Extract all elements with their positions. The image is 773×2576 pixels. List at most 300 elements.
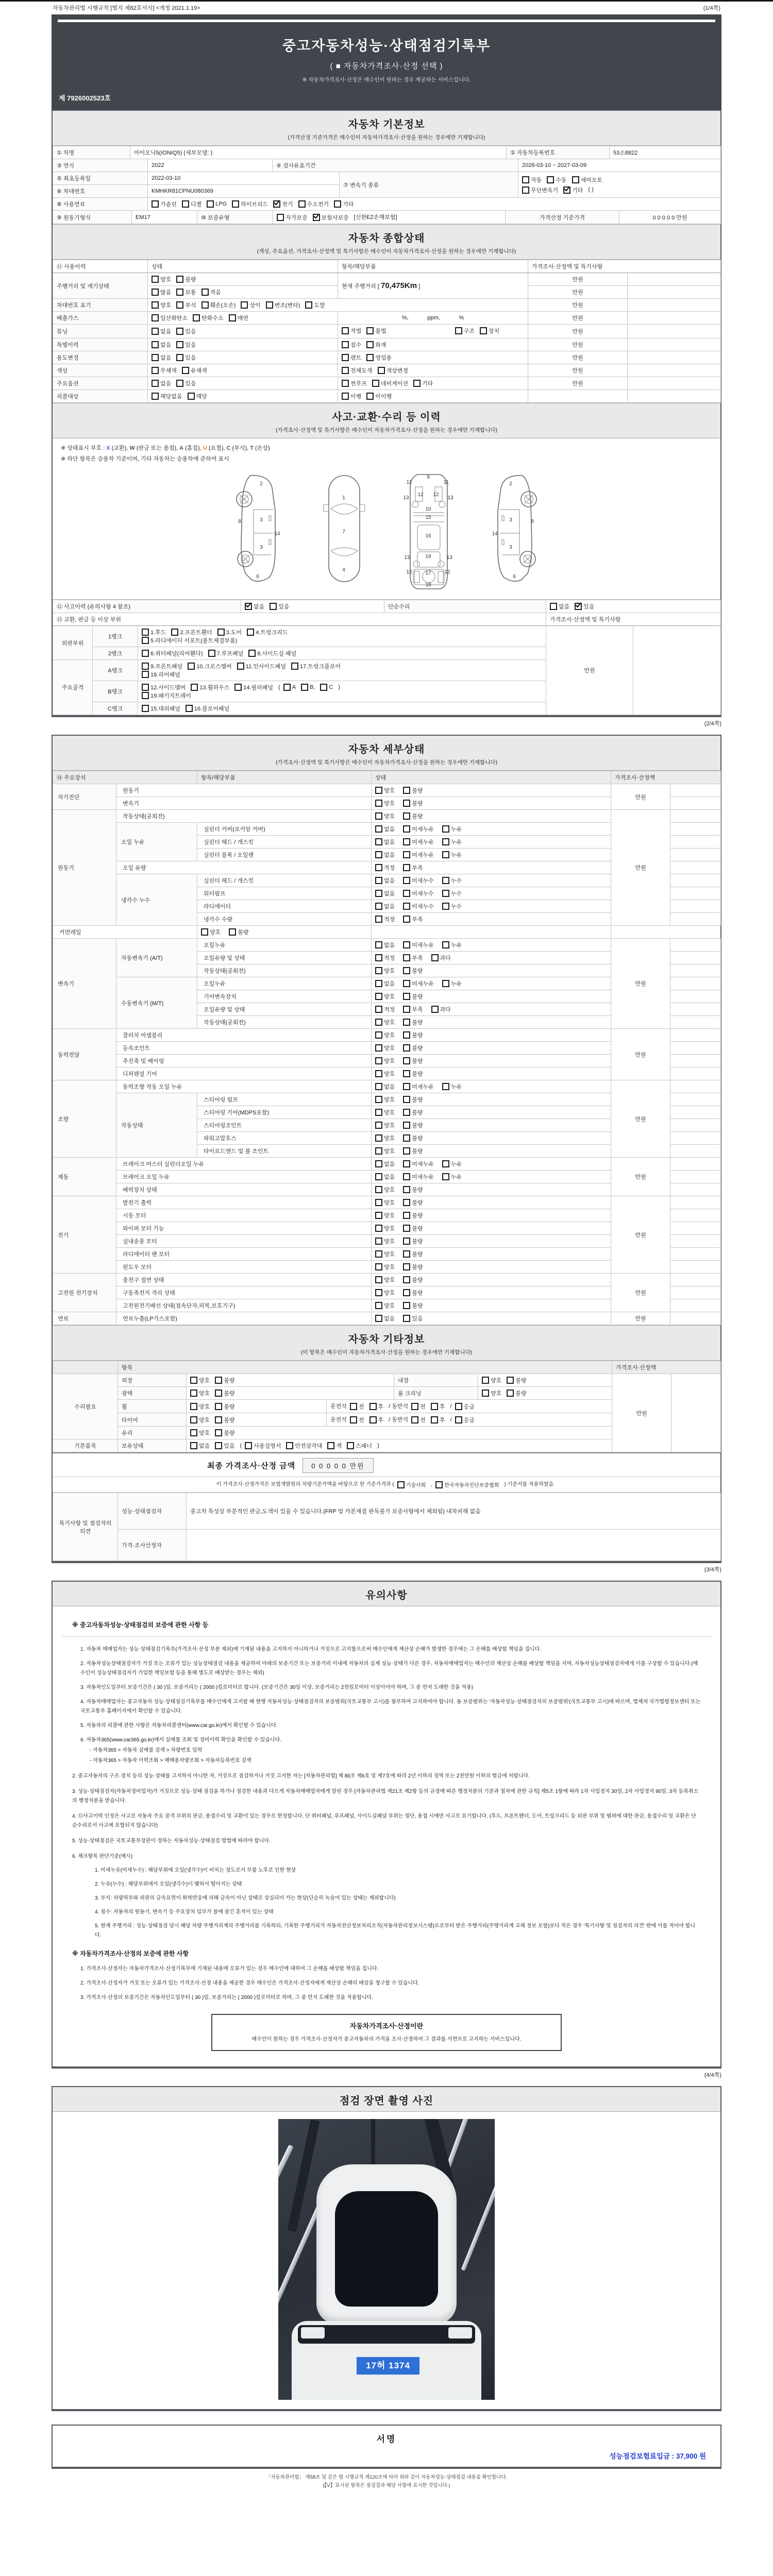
checkbox-option[interactable] [142, 670, 180, 679]
checkbox-option[interactable] [403, 1044, 423, 1052]
checkbox-option[interactable] [403, 1276, 423, 1284]
checkbox-icon[interactable] [342, 327, 349, 334]
checkbox-option[interactable] [375, 1250, 395, 1258]
checkbox-icon[interactable] [176, 328, 183, 335]
checkbox-icon[interactable] [152, 367, 159, 374]
checkbox-option[interactable] [403, 902, 434, 910]
checkbox-option[interactable] [431, 1416, 445, 1424]
checkbox-option[interactable] [366, 341, 386, 349]
checkbox-icon[interactable] [342, 354, 349, 361]
checkbox-icon[interactable] [378, 367, 385, 374]
checkbox-icon[interactable] [207, 200, 214, 208]
checkbox-option[interactable] [455, 1416, 475, 1424]
checkbox-option[interactable] [207, 200, 227, 208]
checkbox-option[interactable] [413, 379, 433, 387]
checkbox-icon[interactable] [431, 1403, 438, 1410]
checkbox-icon[interactable] [375, 1006, 382, 1013]
checkbox-icon[interactable] [375, 825, 382, 833]
checkbox-option[interactable] [375, 915, 395, 923]
checkbox-icon[interactable] [375, 812, 382, 820]
checkbox-option[interactable] [403, 1250, 423, 1258]
checkbox-option[interactable] [190, 1402, 210, 1411]
checkbox-icon[interactable] [403, 838, 410, 845]
checkbox-option[interactable] [375, 1018, 395, 1026]
checkbox-option[interactable] [403, 825, 434, 833]
checkbox-icon[interactable] [375, 1134, 382, 1142]
checkbox-icon[interactable] [403, 1160, 410, 1167]
checkbox-option[interactable] [375, 851, 395, 859]
checkbox-icon[interactable] [188, 663, 195, 670]
checkbox-option[interactable] [176, 327, 196, 335]
checkbox-icon[interactable] [342, 380, 349, 387]
checkbox-option[interactable] [237, 662, 286, 670]
checkbox-icon[interactable] [550, 603, 557, 610]
checkbox-icon[interactable] [403, 1109, 410, 1116]
checkbox-icon[interactable] [152, 289, 159, 296]
checkbox-icon[interactable] [403, 1057, 410, 1064]
checkbox-icon[interactable] [176, 289, 183, 296]
checkbox-icon[interactable] [215, 1429, 222, 1436]
checkbox-icon[interactable] [201, 289, 209, 296]
checkbox-icon[interactable] [455, 1416, 462, 1423]
checkbox-icon[interactable] [442, 825, 449, 833]
checkbox-option[interactable] [403, 1121, 423, 1129]
checkbox-option[interactable] [152, 392, 182, 400]
checkbox-option[interactable] [176, 341, 196, 349]
checkbox-option[interactable] [375, 1224, 395, 1232]
checkbox-option[interactable] [375, 1005, 395, 1013]
checkbox-option[interactable] [286, 1442, 322, 1450]
checkbox-icon[interactable] [435, 1481, 443, 1488]
checkbox-icon[interactable] [403, 1276, 410, 1283]
checkbox-icon[interactable] [442, 1083, 449, 1090]
checkbox-icon[interactable] [375, 1057, 382, 1064]
checkbox-option[interactable] [182, 200, 201, 208]
checkbox-option[interactable] [403, 786, 423, 794]
checkbox-icon[interactable] [411, 1416, 418, 1423]
checkbox-icon[interactable] [270, 603, 277, 610]
checkbox-option[interactable] [403, 1289, 423, 1297]
checkbox-icon[interactable] [375, 1160, 382, 1167]
checkbox-icon[interactable] [442, 838, 449, 845]
checkbox-option[interactable] [547, 176, 566, 184]
checkbox-option[interactable] [229, 314, 248, 322]
checkbox-option[interactable] [550, 602, 569, 611]
checkbox-option[interactable] [152, 366, 177, 375]
checkbox-icon[interactable] [215, 1416, 222, 1423]
checkbox-icon[interactable] [375, 993, 382, 1000]
checkbox-icon[interactable] [372, 380, 379, 387]
checkbox-option[interactable] [403, 979, 434, 988]
checkbox-option[interactable] [375, 1057, 395, 1065]
checkbox-icon[interactable] [366, 393, 374, 400]
checkbox-icon[interactable] [547, 176, 554, 183]
checkbox-icon[interactable] [366, 354, 374, 361]
checkbox-option[interactable] [375, 979, 395, 988]
checkbox-icon[interactable] [403, 877, 410, 884]
checkbox-option[interactable] [375, 786, 395, 794]
checkbox-icon[interactable] [375, 967, 382, 974]
checkbox-option[interactable] [375, 1211, 395, 1219]
checkbox-icon[interactable] [191, 684, 198, 691]
checkbox-option[interactable] [142, 683, 186, 691]
checkbox-option[interactable] [403, 1147, 423, 1155]
checkbox-option[interactable] [152, 275, 171, 283]
checkbox-icon[interactable] [215, 1403, 222, 1410]
checkbox-icon[interactable] [366, 327, 374, 334]
checkbox-option[interactable] [342, 327, 361, 335]
checkbox-icon[interactable] [403, 1044, 410, 1052]
checkbox-icon[interactable] [342, 367, 349, 374]
checkbox-option[interactable] [176, 353, 196, 362]
checkbox-icon[interactable] [208, 650, 215, 657]
checkbox-icon[interactable] [142, 705, 149, 712]
checkbox-icon[interactable] [507, 1389, 514, 1397]
checkbox-option[interactable] [369, 1402, 384, 1411]
checkbox-option[interactable] [152, 288, 171, 296]
checkbox-option[interactable] [375, 1082, 395, 1091]
checkbox-icon[interactable] [188, 393, 195, 400]
checkbox-option[interactable] [375, 1237, 395, 1245]
checkbox-icon[interactable] [298, 200, 306, 208]
checkbox-option[interactable] [522, 186, 558, 194]
checkbox-option[interactable] [403, 1301, 423, 1310]
checkbox-option[interactable] [266, 301, 300, 309]
checkbox-option[interactable] [277, 213, 308, 222]
checkbox-icon[interactable] [375, 787, 382, 794]
checkbox-option[interactable] [176, 288, 196, 296]
checkbox-icon[interactable] [403, 941, 410, 948]
checkbox-option[interactable] [217, 628, 242, 636]
checkbox-icon[interactable] [403, 890, 410, 897]
checkbox-option[interactable] [283, 684, 296, 691]
checkbox-icon[interactable] [291, 663, 298, 670]
checkbox-option[interactable] [403, 1070, 423, 1078]
checkbox-icon[interactable] [375, 1276, 382, 1283]
checkbox-option[interactable] [320, 684, 333, 691]
checkbox-option[interactable] [176, 379, 196, 387]
checkbox-icon[interactable] [142, 637, 149, 644]
checkbox-option[interactable] [403, 992, 423, 1001]
checkbox-icon[interactable] [375, 1263, 382, 1270]
checkbox-option[interactable] [403, 1134, 423, 1142]
checkbox-option[interactable] [403, 1031, 423, 1039]
checkbox-option[interactable] [142, 704, 180, 713]
checkbox-icon[interactable] [403, 1122, 410, 1129]
checkbox-option[interactable] [455, 327, 475, 335]
checkbox-icon[interactable] [403, 916, 410, 923]
checkbox-icon[interactable] [403, 967, 410, 974]
checkbox-icon[interactable] [375, 1212, 382, 1219]
checkbox-option[interactable] [215, 1429, 234, 1437]
checkbox-option[interactable] [442, 825, 462, 833]
checkbox-option[interactable] [375, 1044, 395, 1052]
checkbox-icon[interactable] [327, 1442, 334, 1449]
checkbox-option[interactable] [403, 1160, 434, 1168]
checkbox-icon[interactable] [152, 341, 159, 348]
checkbox-icon[interactable] [411, 1403, 418, 1410]
checkbox-option[interactable] [313, 213, 349, 222]
checkbox-option[interactable] [291, 662, 341, 670]
checkbox-icon[interactable] [176, 380, 183, 387]
checkbox-icon[interactable] [375, 1315, 382, 1322]
checkbox-option[interactable] [190, 1442, 210, 1450]
checkbox-icon[interactable] [442, 941, 449, 948]
checkbox-option[interactable] [375, 1198, 395, 1207]
checkbox-option[interactable] [403, 1314, 423, 1323]
checkbox-option[interactable] [188, 392, 207, 400]
checkbox-icon[interactable] [334, 200, 341, 208]
checkbox-icon[interactable] [403, 1173, 410, 1180]
checkbox-option[interactable] [403, 967, 423, 975]
checkbox-option[interactable] [442, 979, 462, 988]
checkbox-option[interactable] [201, 928, 221, 936]
checkbox-icon[interactable] [342, 341, 349, 348]
checkbox-option[interactable] [411, 1416, 426, 1424]
checkbox-option[interactable] [403, 799, 423, 807]
checkbox-option[interactable] [375, 1070, 395, 1078]
checkbox-option[interactable] [241, 301, 260, 309]
checkbox-icon[interactable] [413, 380, 421, 387]
checkbox-icon[interactable] [375, 980, 382, 987]
checkbox-icon[interactable] [375, 1199, 382, 1206]
checkbox-icon[interactable] [215, 1377, 222, 1384]
checkbox-option[interactable] [366, 392, 392, 400]
checkbox-icon[interactable] [176, 276, 183, 283]
checkbox-option[interactable] [403, 954, 423, 962]
checkbox-option[interactable] [273, 200, 293, 208]
checkbox-icon[interactable] [152, 354, 159, 361]
checkbox-option[interactable] [575, 602, 594, 611]
checkbox-icon[interactable] [375, 941, 382, 948]
checkbox-icon[interactable] [176, 301, 183, 309]
checkbox-icon[interactable] [482, 1389, 489, 1397]
checkbox-option[interactable] [215, 1376, 234, 1384]
checkbox-option[interactable] [375, 1108, 395, 1116]
checkbox-option[interactable] [375, 1185, 395, 1194]
checkbox-option[interactable] [375, 1095, 395, 1104]
checkbox-option[interactable] [375, 1147, 395, 1155]
checkbox-option[interactable] [375, 799, 395, 807]
checkbox-option[interactable] [190, 1429, 210, 1437]
checkbox-option[interactable] [375, 1301, 395, 1310]
checkbox-icon[interactable] [442, 1160, 449, 1167]
checkbox-option[interactable] [375, 1134, 395, 1142]
checkbox-option[interactable] [301, 684, 315, 691]
checkbox-option[interactable] [375, 902, 395, 910]
checkbox-option[interactable] [397, 1481, 426, 1488]
checkbox-icon[interactable] [190, 1442, 197, 1449]
checkbox-option[interactable] [375, 967, 395, 975]
checkbox-icon[interactable] [455, 1403, 462, 1410]
checkbox-icon[interactable] [375, 1238, 382, 1245]
checkbox-icon[interactable] [229, 314, 236, 321]
checkbox-icon[interactable] [375, 1096, 382, 1103]
checkbox-icon[interactable] [142, 650, 149, 657]
checkbox-icon[interactable] [375, 1186, 382, 1193]
checkbox-option[interactable] [375, 863, 395, 872]
checkbox-icon[interactable] [215, 1442, 222, 1449]
checked-checkbox-icon[interactable] [245, 603, 252, 610]
checkbox-option[interactable] [403, 889, 434, 897]
checkbox-option[interactable] [442, 902, 462, 910]
checkbox-icon[interactable] [403, 800, 410, 807]
checkbox-icon[interactable] [190, 1403, 197, 1410]
checkbox-icon[interactable] [190, 1416, 197, 1423]
checkbox-option[interactable] [234, 683, 273, 691]
checkbox-icon[interactable] [277, 214, 284, 221]
checkbox-option[interactable] [152, 353, 171, 362]
checkbox-option[interactable] [411, 1402, 426, 1411]
checkbox-icon[interactable] [403, 903, 410, 910]
checkbox-icon[interactable] [403, 980, 410, 987]
checkbox-option[interactable] [176, 275, 196, 283]
checkbox-option[interactable] [442, 1160, 462, 1168]
checkbox-option[interactable] [245, 602, 264, 611]
checkbox-icon[interactable] [201, 301, 209, 309]
checkbox-icon[interactable] [342, 393, 349, 400]
checkbox-option[interactable] [191, 683, 229, 691]
checkbox-icon[interactable] [403, 1147, 410, 1155]
checkbox-option[interactable] [442, 941, 462, 949]
checkbox-icon[interactable] [182, 367, 189, 374]
checkbox-icon[interactable] [375, 1019, 382, 1026]
checkbox-option[interactable] [403, 1057, 423, 1065]
checkbox-option[interactable] [442, 876, 462, 885]
checkbox-option[interactable] [350, 1402, 364, 1411]
checkbox-option[interactable] [403, 1198, 423, 1207]
checkbox-option[interactable] [375, 1314, 395, 1323]
checkbox-icon[interactable] [142, 692, 149, 699]
checkbox-option[interactable] [403, 1173, 434, 1181]
checkbox-option[interactable] [442, 1173, 462, 1181]
checkbox-icon[interactable] [403, 812, 410, 820]
checkbox-option[interactable] [152, 327, 171, 335]
checkbox-option[interactable] [350, 1416, 364, 1424]
checkbox-icon[interactable] [403, 1031, 410, 1039]
checkbox-icon[interactable] [248, 650, 256, 657]
checkbox-option[interactable] [372, 379, 408, 387]
checkbox-icon[interactable] [190, 1377, 197, 1384]
checkbox-icon[interactable] [234, 684, 242, 691]
checkbox-icon[interactable] [215, 1389, 222, 1397]
checkbox-icon[interactable] [375, 838, 382, 845]
checkbox-option[interactable] [375, 876, 395, 885]
checkbox-icon[interactable] [176, 341, 183, 348]
checkbox-option[interactable] [375, 954, 395, 962]
checkbox-icon[interactable] [237, 663, 244, 670]
checkbox-option[interactable] [142, 662, 182, 670]
checkbox-icon[interactable] [403, 1250, 410, 1258]
checkbox-icon[interactable] [375, 851, 382, 858]
checkbox-icon[interactable] [375, 916, 382, 923]
checkbox-icon[interactable] [375, 1122, 382, 1129]
checked-checkbox-icon[interactable] [313, 214, 320, 221]
checkbox-option[interactable] [403, 1224, 423, 1232]
checkbox-option[interactable] [334, 200, 354, 208]
checkbox-option[interactable] [215, 1402, 234, 1411]
checkbox-option[interactable] [442, 889, 462, 897]
checkbox-icon[interactable] [403, 787, 410, 794]
checkbox-option[interactable] [190, 1389, 210, 1397]
checkbox-option[interactable] [201, 288, 221, 296]
checked-checkbox-icon[interactable] [273, 200, 280, 208]
checkbox-option[interactable] [442, 1082, 462, 1091]
checkbox-option[interactable] [142, 636, 237, 645]
checkbox-option[interactable] [375, 825, 395, 833]
checked-checkbox-icon[interactable] [575, 603, 582, 610]
checkbox-option[interactable] [572, 176, 603, 184]
checkbox-option[interactable] [431, 1005, 451, 1013]
checkbox-option[interactable] [208, 649, 244, 657]
checkbox-icon[interactable] [201, 928, 208, 936]
checkbox-icon[interactable] [350, 1416, 357, 1423]
checkbox-icon[interactable] [403, 1006, 410, 1013]
checkbox-icon[interactable] [375, 1083, 382, 1090]
checkbox-icon[interactable] [217, 629, 225, 636]
checkbox-option[interactable] [482, 1376, 501, 1384]
checkbox-icon[interactable] [403, 1263, 410, 1270]
checkbox-option[interactable] [342, 341, 361, 349]
checkbox-option[interactable] [229, 928, 248, 936]
checkbox-icon[interactable] [286, 1442, 293, 1449]
checkbox-option[interactable] [522, 176, 542, 184]
checkbox-icon[interactable] [241, 301, 248, 309]
checkbox-option[interactable] [375, 1160, 395, 1168]
checkbox-option[interactable] [171, 628, 212, 636]
checkbox-option[interactable] [152, 301, 171, 309]
checkbox-icon[interactable] [522, 176, 529, 183]
checkbox-icon[interactable] [347, 1442, 354, 1449]
checkbox-icon[interactable] [431, 954, 439, 961]
checkbox-option[interactable] [190, 1416, 210, 1424]
checkbox-option[interactable] [375, 1121, 395, 1129]
checkbox-icon[interactable] [375, 903, 382, 910]
checkbox-option[interactable] [215, 1389, 234, 1397]
checkbox-option[interactable] [375, 812, 395, 820]
checkbox-icon[interactable] [152, 328, 159, 335]
checkbox-icon[interactable] [152, 301, 159, 309]
checkbox-icon[interactable] [403, 954, 410, 961]
checkbox-option[interactable] [431, 954, 451, 962]
checkbox-option[interactable] [186, 704, 229, 713]
checkbox-option[interactable] [176, 301, 196, 309]
checkbox-icon[interactable] [301, 684, 308, 691]
checkbox-option[interactable] [482, 1389, 501, 1397]
checkbox-option[interactable] [142, 649, 203, 657]
checkbox-icon[interactable] [193, 314, 200, 321]
checkbox-option[interactable] [232, 200, 268, 208]
checkbox-option[interactable] [248, 649, 296, 657]
checkbox-icon[interactable] [247, 629, 254, 636]
checkbox-option[interactable] [369, 1416, 384, 1424]
checkbox-icon[interactable] [572, 176, 579, 183]
checkbox-icon[interactable] [442, 903, 449, 910]
checkbox-icon[interactable] [431, 1006, 439, 1013]
checkbox-option[interactable] [342, 392, 361, 400]
checkbox-icon[interactable] [403, 1238, 410, 1245]
checkbox-option[interactable] [375, 1289, 395, 1297]
checkbox-icon[interactable] [366, 341, 374, 348]
checkbox-option[interactable] [507, 1376, 526, 1384]
checkbox-icon[interactable] [482, 1377, 489, 1384]
checkbox-option[interactable] [215, 1416, 234, 1424]
checkbox-icon[interactable] [375, 1070, 382, 1077]
checkbox-option[interactable] [375, 992, 395, 1001]
checkbox-option[interactable] [403, 1185, 423, 1194]
checkbox-icon[interactable] [176, 354, 183, 361]
checkbox-option[interactable] [245, 1442, 281, 1450]
